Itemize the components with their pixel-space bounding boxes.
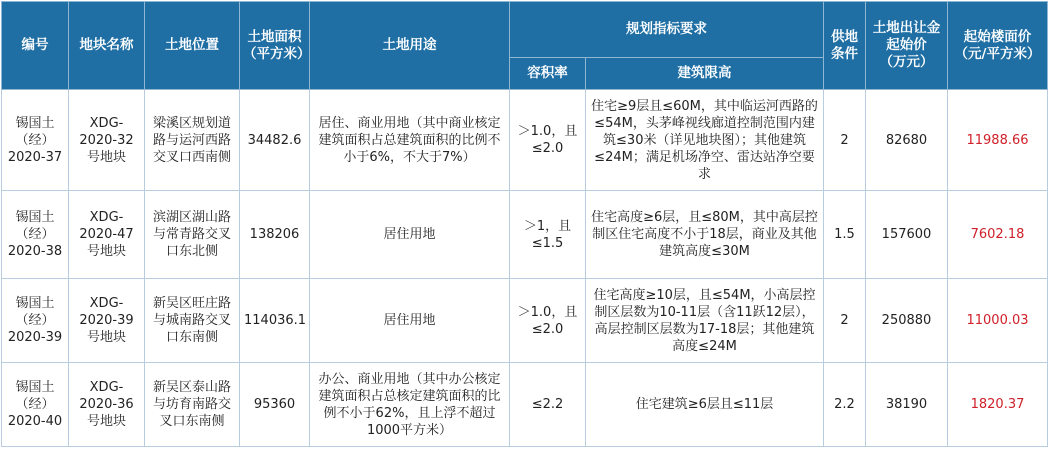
cell-use: 办公、商业用地（其中办公核定建筑面积占总核定建筑面积的比例不小于62%，且上浮不超过1000平方米）	[310, 363, 510, 447]
header-area: 土地面积 （平方米）	[240, 2, 310, 90]
cell-area: 114036.1	[240, 279, 310, 363]
cell-far: ＞1.0，且≤2.0	[510, 90, 586, 191]
cell-supply: 1.5	[824, 191, 866, 279]
cell-id: 锡国土（经）2020-39	[2, 279, 69, 363]
table-row	[2, 90, 1048, 191]
cell-supply: 2.2	[824, 363, 866, 447]
cell-limit: 住宅高度≥6层，且≤80M，其中高层控制区住宅高度不小于18层，商业及其他建筑高度≤30M	[586, 191, 824, 279]
cell-start-price: 82680	[866, 90, 948, 191]
cell-start-price: 157600	[866, 191, 948, 279]
cell-far: ＞1，且≤1.5	[510, 191, 586, 279]
cell-area: 138206	[240, 191, 310, 279]
cell-floor-price: 7602.18	[948, 191, 1048, 279]
header-floor-price: 起始楼面价 （元/平方米）	[948, 2, 1048, 90]
cell-limit: 住宅建筑≥6层且≤11层	[586, 363, 824, 447]
cell-supply: 2	[824, 279, 866, 363]
cell-far: ≤2.2	[510, 363, 586, 447]
cell-name: XDG-2020-39号地块	[69, 279, 145, 363]
table-row	[2, 279, 1048, 363]
table-row	[2, 191, 1048, 279]
cell-location: 新吴区旺庄路与城南路交叉口东南侧	[145, 279, 240, 363]
cell-use: 居住用地	[310, 191, 510, 279]
cell-name: XDG-2020-47号地块	[69, 191, 145, 279]
cell-far: ＞1.0，且≤2.0	[510, 279, 586, 363]
table-row	[2, 363, 1048, 447]
cell-floor-price: 1820.37	[948, 363, 1048, 447]
cell-limit: 住宅≥9层且≤60M，其中临运河西路的≤54M，头茅峰视线廊道控制范围内建筑≤30米（详见地块图）；其他建筑≤24M；满足机场净空、雷达站净空要求	[586, 90, 824, 191]
cell-name: XDG-2020-36号地块	[69, 363, 145, 447]
cell-location: 滨湖区湖山路与常青路交叉口东北侧	[145, 191, 240, 279]
cell-floor-price: 11988.66	[948, 90, 1048, 191]
header-far: 容积率	[510, 58, 586, 90]
header-start-price: 土地出让金 起始价 （万元）	[866, 2, 948, 90]
cell-use: 居住用地	[310, 279, 510, 363]
header-id: 编号	[2, 2, 69, 90]
cell-location: 梁溪区规划道路与运河西路交叉口西南侧	[145, 90, 240, 191]
cell-area: 34482.6	[240, 90, 310, 191]
cell-id: 锡国土（经）2020-37	[2, 90, 69, 191]
header-use: 土地用途	[310, 2, 510, 90]
header-name: 地块名称	[69, 2, 145, 90]
cell-id: 锡国土（经）2020-40	[2, 363, 69, 447]
header-location: 土地位置	[145, 2, 240, 90]
cell-name: XDG-2020-32号地块	[69, 90, 145, 191]
cell-area: 95360	[240, 363, 310, 447]
cell-id: 锡国土（经）2020-38	[2, 191, 69, 279]
header-plan: 规划指标要求	[510, 2, 824, 58]
cell-supply: 2	[824, 90, 866, 191]
header-limit: 建筑限高	[586, 58, 824, 90]
header-supply: 供地 条件	[824, 2, 866, 90]
cell-floor-price: 11000.03	[948, 279, 1048, 363]
cell-use: 居住、商业用地（其中商业核定建筑面积占总建筑面积的比例不小于6%，不大于7%）	[310, 90, 510, 191]
cell-start-price: 38190	[866, 363, 948, 447]
cell-location: 新吴区泰山路与坊育南路交叉口东南侧	[145, 363, 240, 447]
cell-limit: 住宅高度≥10层，且≤54M，小高层控制区层数为10-11层（含11跃12层），高层控制区层数为17-18层；其他建筑高度≤24M	[586, 279, 824, 363]
cell-start-price: 250880	[866, 279, 948, 363]
land-auction-table	[1, 1, 1048, 447]
